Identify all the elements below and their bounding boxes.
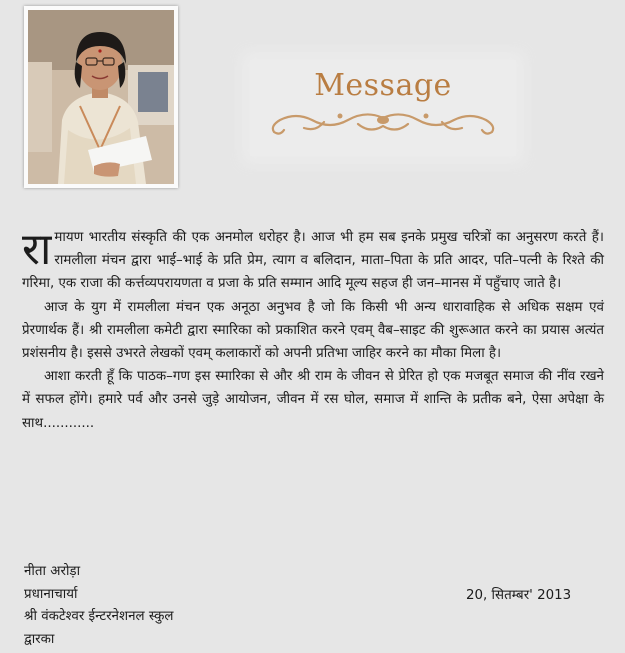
paragraph-1 xyxy=(22,226,604,296)
school-name: श्री वंकटेश्वर ईन्टरनेशनल स्कुल xyxy=(24,609,174,625)
paragraph-3: आशा करती हूँ कि पाठक–गण इस स्मारिका से और श्री राम के जीवन से प्रेरित हो एक मजबूत समाज की नींव रखने में सफल होंगे। हमारे पर्व और उनसे जुड़े आयोजन, जीवन में रस घोल, समाज में शान्ति के प्रतीक बने, ऐसा अपेक्षा के साथ............ xyxy=(22,369,604,431)
paragraph-1-text: मायण भारतीय संस्कृति की एक अनमोल धरोहर है। आज भी हम सब इनके प्रमुख चरित्रों का अनुसरण करते हैं। रामलीला मंचन द्वारा भाई–भाई के प्रति प्रेम, त्याग व बलिदान, माता–पिता के प्रति आदर, पति–पत्नी के रिश्ते की गरिमा, एक राजा की कर्त्तव्यपरायणता व प्रजा के प्रति सम्मान आदि मूल्य सहज ही जन–मानस में पहुँचाए जाते है। xyxy=(22,230,604,292)
portrait-photo xyxy=(28,10,174,184)
portrait-photo-frame xyxy=(24,6,178,188)
ornament-divider-icon xyxy=(258,108,508,138)
school-location: द्वारका xyxy=(24,631,55,647)
signatory-name: नीता अरोड़ा xyxy=(24,564,81,579)
signature-block xyxy=(24,561,173,651)
portrait-illustration xyxy=(28,10,174,184)
paragraph-2: आज के युग में रामलीला मंचन एक अनूठा अनुभव है जो कि किसी भी अन्य धारावाहिक से अधिक सक्षम एवं प्रेरणार्थक हैं। श्री रामलीला कमेटी द्वारा स्मारिका को प्रकाशित करने एवम् वैब–साइट की शुरूआत करने का प्रयास अत्यंत प्रशंसनीय है। इससे उभरते लेखकों एवम् कलाकारों को अपनी प्रतिभा जाहिर करने का मौका मिला है। xyxy=(22,299,604,362)
drop-cap: रा xyxy=(22,224,52,275)
message-body xyxy=(22,226,604,435)
message-header xyxy=(250,60,516,156)
message-title: Message xyxy=(314,68,452,103)
signatory-designation: प्रधानाचार्या xyxy=(24,586,78,602)
letter-date: 20, सितम्बर' 2013 xyxy=(466,588,572,603)
